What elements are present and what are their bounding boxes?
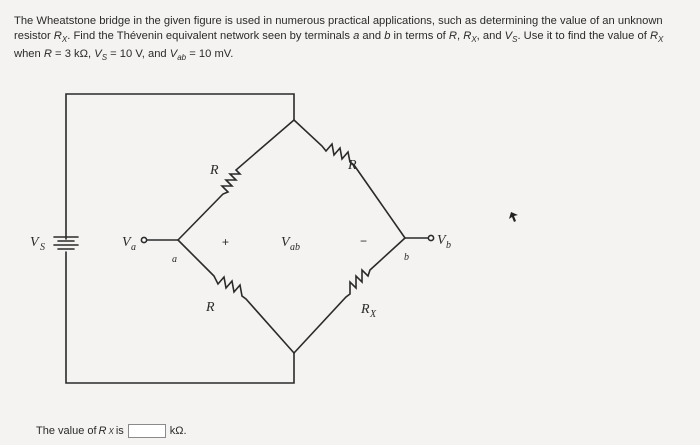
node-b-label: b bbox=[404, 252, 409, 263]
resistor-top-right bbox=[294, 120, 405, 238]
answer-var-sub: X bbox=[108, 426, 114, 436]
r-bottom-left-label: R bbox=[206, 300, 215, 315]
plus-sign: + bbox=[222, 235, 230, 249]
rx-sub: X bbox=[370, 309, 377, 320]
problem-statement: The Wheatstone bridge in the given figure is used in numerous practical applications, such as determining the value of an unknown resistor $R_X$. Find the Thévenin equivalent network seen by terminals a and b in terms of R, $R_X$, and $V_S$. Use it to find the value of $R_X$ when R = 3 kΩ, $V_S = 10$ V, and $V_{ab} = 10$ mV. bbox=[14, 15, 664, 63]
vs-sub: S bbox=[40, 242, 45, 253]
answer-unit: kΩ. bbox=[169, 425, 187, 437]
vb-sub: b bbox=[446, 240, 451, 251]
node-a-label: a bbox=[172, 254, 177, 265]
rx-answer-input[interactable] bbox=[128, 424, 166, 438]
vs-label: V bbox=[30, 235, 39, 250]
answer-row bbox=[36, 424, 187, 438]
answer-prefix: The value of bbox=[36, 425, 97, 437]
resistor-bottom-left bbox=[178, 240, 294, 353]
vb-label: V bbox=[437, 233, 446, 248]
answer-var: R bbox=[98, 425, 107, 437]
va-sub: a bbox=[131, 242, 136, 253]
rx-label: R bbox=[361, 302, 370, 317]
answer-mid: is bbox=[115, 425, 124, 437]
outer-wire-bottom bbox=[66, 252, 294, 383]
cursor-icon bbox=[509, 212, 518, 222]
outer-wire-top bbox=[66, 94, 294, 239]
resistor-rx bbox=[294, 238, 405, 353]
vab-sub: ab bbox=[290, 242, 300, 253]
minus-sign: − bbox=[360, 234, 368, 248]
resistor-top-left bbox=[178, 120, 294, 240]
vab-label: V bbox=[281, 235, 290, 250]
va-label: V bbox=[122, 235, 131, 250]
terminal-b bbox=[428, 235, 433, 240]
r-top-left-label: R bbox=[210, 163, 219, 178]
terminal-a bbox=[141, 237, 146, 242]
r-top-right-label: R bbox=[348, 158, 357, 173]
